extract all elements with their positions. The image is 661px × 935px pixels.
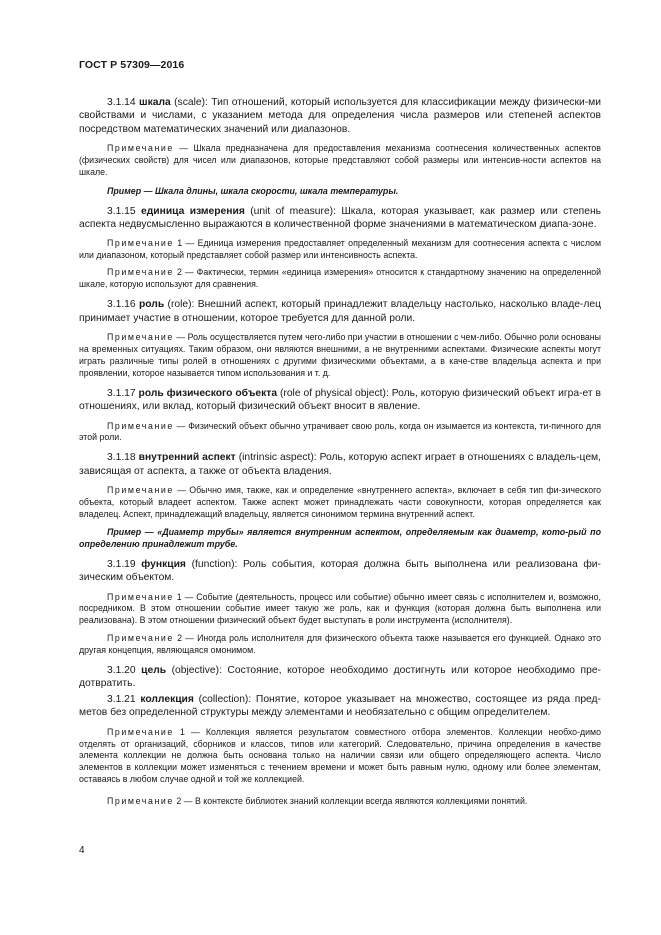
term-definition bbox=[79, 205, 601, 232]
definition-text: (objective): Состояние, которое необходимо достигнуть или которое необходимо пре-дотвратить. bbox=[79, 665, 601, 690]
term-number: 3.1.17 bbox=[107, 387, 136, 399]
note-label: Примечание bbox=[107, 237, 174, 248]
note-text: — Обычно имя, также, как и определение «внутреннего аспекта», включает в себя тип фи-зического объекта, который владеет аспектом. Также аспект может принадлежать части совокупности, которая определяется как владелец. Аспект, принадлежащий владельцу, является синонимом термина внутренний аспект. bbox=[79, 485, 601, 519]
note-paragraph bbox=[79, 421, 601, 445]
note-text: — Роль осуществляется путем чего-либо при участии в отношении с чем-либо. Обычно роли основаны на временных ситуациях. Таким образом, они являются внешними, а не внутренними аспектами. Физические аспекты могут играть различные типы ролей в отношениях с другими физическими объектами, а в каче-стве владельца аспекта и при проявлении, которое называется типом использования и т. д. bbox=[79, 332, 601, 378]
term-name: функция bbox=[141, 558, 186, 570]
note-text: — Шкала предназначена для предоставления механизма соотнесения количественных аспектов (физических свойств) для чисел или диапазонов, которые представляют собой размеры или интенсив-ности аспектов на шкале. bbox=[79, 143, 601, 178]
note-text: 1 — Единица измерения предоставляет определенный механизм для соотнесения аспекта с числом или диапазоном, который представляет собой размер или интенсивность аспекта. bbox=[79, 237, 601, 260]
note-label: Примечание bbox=[107, 633, 174, 644]
term-number: 3.1.21 bbox=[107, 693, 136, 705]
note-paragraph bbox=[79, 633, 601, 657]
term-definition bbox=[79, 298, 601, 325]
term-name: шкала bbox=[139, 97, 171, 108]
term-number: 3.1.18 bbox=[107, 452, 136, 464]
note-text: — Физический объект обычно утрачивает свою роль, когда он изымается из контекста, ти-пичного для этой роли. bbox=[79, 420, 601, 443]
term-number: 3.1.14 bbox=[107, 97, 136, 108]
note-text: 1 — Событие (деятельность, процесс или событие) обычно имеет связь с исполнителем и, возможно, посредником. В этом отношении событие имеет такую же роль, как и функция (которая должна быть выполнена или реализована). В этом отношении физический объект будет выступать в роли инструмента (исполнителя). bbox=[79, 591, 601, 626]
note-paragraph bbox=[79, 796, 601, 808]
definition-text: (scale): Тип отношений, который используется для классификации между физически-ми свойствами и числами, с указанием метода для определения числа размеров или степеней аспектов посредством математических значений или диапазонов. bbox=[79, 97, 601, 135]
note-paragraph bbox=[79, 592, 601, 628]
term-name: внутренний аспект bbox=[138, 452, 236, 464]
note-label: Примечание bbox=[107, 485, 174, 496]
term-definition bbox=[79, 387, 601, 414]
term-number: 3.1.20 bbox=[107, 665, 136, 677]
definition-text: (role): Внешний аспект, который принадлежит владельцу настолько, насколько владе-лец принимает участие в отношении, которое требуется для данной роли. bbox=[79, 299, 601, 324]
term-number: 3.1.19 bbox=[107, 558, 136, 570]
example-paragraph: Пример — «Диаметр трубы» является внутренним аспектом, определяемым как диаметр, кото-рый по определению принадлежит трубе. bbox=[79, 526, 601, 549]
note-paragraph bbox=[79, 143, 601, 179]
note-paragraph bbox=[79, 727, 601, 787]
term-definition bbox=[79, 693, 601, 720]
term-name: цель bbox=[141, 665, 167, 677]
note-label: Примечание bbox=[107, 143, 174, 154]
note-text: 1 — Коллекция является результатом совместного отбора элементов. Коллекции необхо-димо отделять от организаций, сборников и классов, типов или категорий. Следовательно, причина определения в качестве элемента коллекции не должна быть основана только на наличии связи или общего определяющего аспекта. Число элементов в коллекции может изменяться с течением времени и может быть равным нулю, одному или более элементам, оставаясь в любом случае одной и той же коллекцией. bbox=[79, 726, 601, 785]
definition-text: (intrinsic aspect): Роль, которую аспект играет в отношениях с владель-цем, зависящая от аспекта, а также от объекта владения. bbox=[79, 452, 601, 477]
note-text: 2 — Иногда роль исполнителя для физического объекта также называется его функцией. Однако это другая концепция, являющаяся омонимом. bbox=[79, 633, 601, 656]
note-text: 2 — В контексте библиотек знаний коллекции всегда являются коллекциями понятий. bbox=[173, 796, 528, 807]
term-definition bbox=[79, 664, 601, 691]
term-number: 3.1.16 bbox=[107, 299, 136, 311]
term-definition bbox=[79, 96, 601, 136]
note-label: Примечание bbox=[107, 796, 174, 807]
note-paragraph bbox=[79, 238, 601, 262]
term-definition bbox=[79, 558, 601, 585]
term-name: единица измерения bbox=[141, 205, 245, 217]
document-header: ГОСТ Р 57309—2016 bbox=[79, 59, 185, 71]
term-name: роль физического объекта bbox=[138, 387, 278, 399]
definition-text: (unit of measure): Шкала, которая указывает, как размер или степень аспекта недвусмысленно выражаются в количественной форме значениями в математическом диапа-зоне. bbox=[79, 205, 602, 231]
term-name: коллекция bbox=[140, 693, 194, 705]
example-paragraph: Пример — Шкала длины, шкала скорости, шкала температуры. bbox=[107, 185, 399, 196]
note-paragraph bbox=[79, 485, 601, 521]
page-number: 4 bbox=[79, 845, 85, 856]
term-name: роль bbox=[138, 299, 165, 311]
definition-text: (function): Роль события, которая должна быть выполнена или реализована фи-зическим объектом. bbox=[79, 558, 601, 584]
note-label: Примечание bbox=[107, 332, 174, 343]
note-label: Примечание bbox=[107, 420, 174, 431]
note-label: Примечание bbox=[107, 726, 174, 737]
term-number: 3.1.15 bbox=[107, 205, 136, 217]
note-label: Примечание bbox=[107, 267, 174, 278]
definition-text: (collection): Понятие, которое указывает на множество, состоящее из ряда пред-метов без определенной структуры между элементами и необязательно с общим определителем. bbox=[79, 693, 601, 719]
note-text: 2 — Фактически, термин «единица измерения» относится к стандартному значению на определенной шкале, которую используют для сравнения. bbox=[79, 267, 601, 290]
note-paragraph bbox=[79, 267, 601, 291]
term-definition bbox=[79, 451, 601, 478]
document-body bbox=[79, 90, 601, 808]
note-label: Примечание bbox=[107, 591, 174, 602]
definition-text: (role of physical object): Роль, которую физический объект игра-ет в отношениях, или вклад, который физический объект вносит в явление. bbox=[79, 387, 601, 413]
note-paragraph bbox=[79, 332, 601, 380]
